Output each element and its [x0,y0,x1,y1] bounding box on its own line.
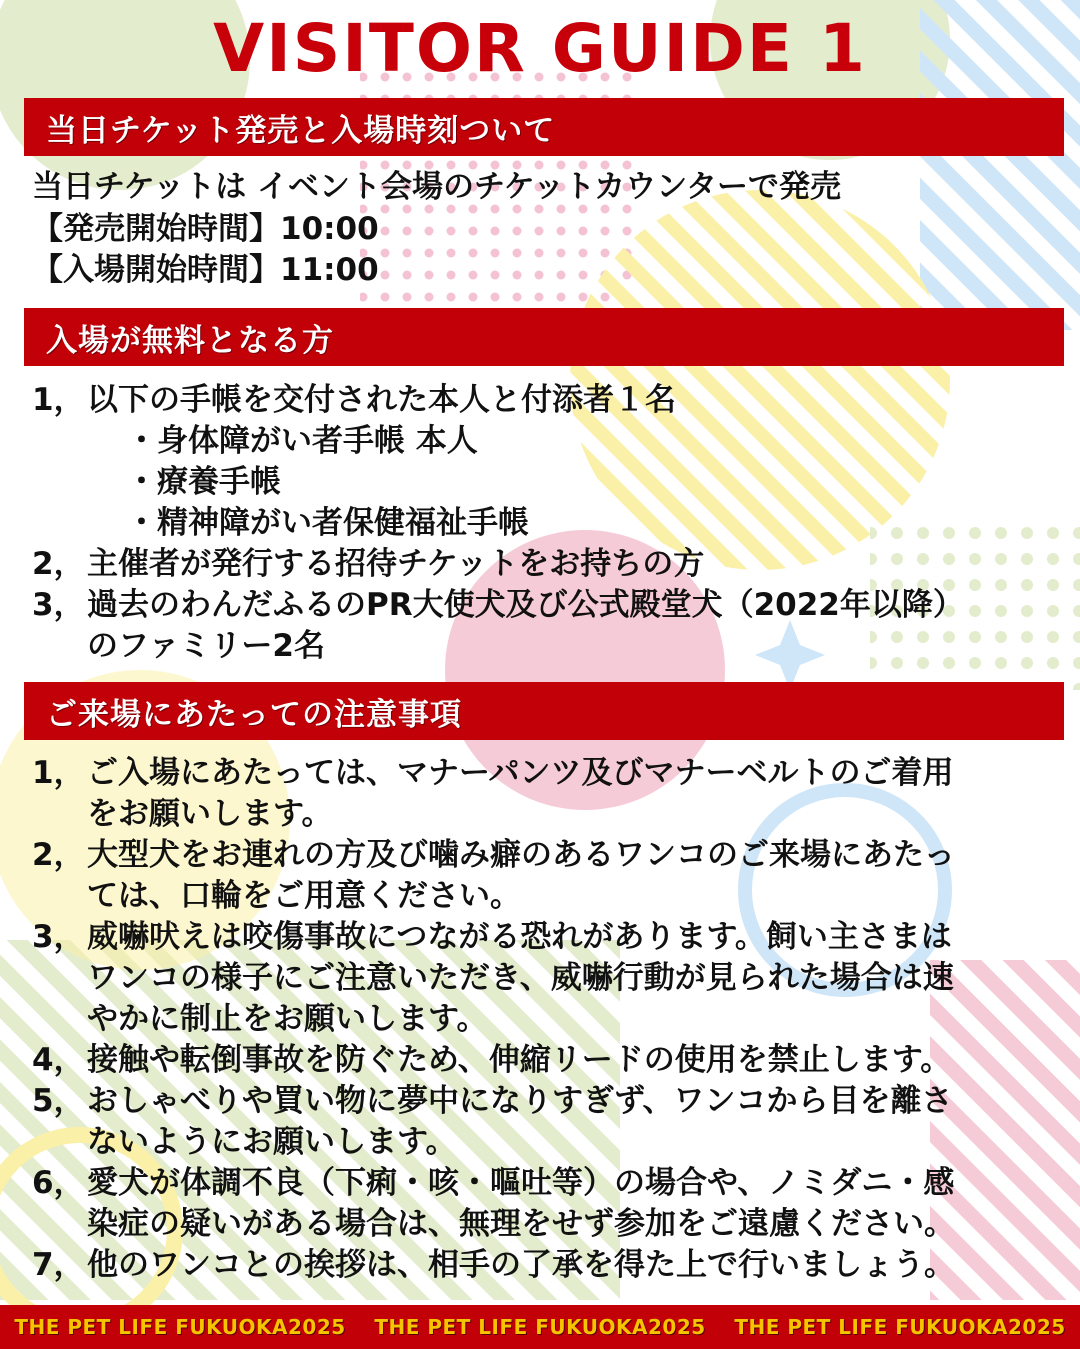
item-text: 他のワンコとの挨拶は、相手の了承を得た上で行いましょう。 [87,1247,955,1283]
item-text-continued: をお願いします。 [87,796,333,832]
item-text-continued: のファミリー2名 [87,628,325,664]
item-number: 2， [32,546,85,582]
list-item [32,380,676,420]
item-number: 3， [32,587,85,623]
item-number: 1， [32,382,85,418]
list-item [32,1081,953,1121]
list-item [32,835,955,875]
ticket-sale-info: 当日チケットは イベント会場のチケットカウンターで発売 [32,169,842,205]
section-header-free-admission [24,308,1064,366]
list-item [32,1040,951,1080]
section-heading: 当日チケット発売と入場時刻ついて [46,112,556,149]
item-text: 接触や転倒事故を防ぐため、伸縮リードの使用を禁止します。 [87,1042,952,1078]
item-text: 過去のわんだふるのPR大使犬及び公式殿堂犬（2022年以降） [87,587,964,623]
item-number: 5， [32,1083,85,1119]
item-text: 以下の手帳を交付された本人と付添者１名 [87,382,676,418]
bullet-item: ・療養手帳 [126,464,281,500]
item-number: 7， [32,1247,85,1283]
list-item [32,1163,954,1203]
section-heading: ご来場にあたっての注意事項 [46,696,462,733]
item-text: 愛犬が体調不良（下痢・咳・嘔吐等）の場合や、ノミダニ・感 [87,1165,955,1201]
item-text-continued: ワンコの様子にご注意いただき、威嚇行動が見られた場合は速 [87,960,954,996]
item-text: 威嚇吠えは咬傷事故につながる恐れがあります。飼い主さまは [87,919,952,955]
list-item [32,917,952,957]
item-number: 1， [32,755,85,791]
bullet-item: ・精神障がい者保健福祉手帳 [126,505,529,541]
list-item [32,753,953,793]
entry-start-time: 【入場開始時間】11:00 [32,252,379,288]
item-text-continued: やかに制止をお願いします。 [87,1001,488,1037]
bullet-item: ・身体障がい者手帳 本人 [126,423,478,459]
list-item [32,1245,955,1285]
sale-start-time: 【発売開始時間】10:00 [32,211,379,247]
section-header-same-day-ticket [24,98,1064,156]
item-number: 6， [32,1165,85,1201]
item-text-continued: 染症の疑いがある場合は、無理をせず参加をご遠慮ください。 [87,1206,955,1242]
list-item [32,544,704,584]
section-heading: 入場が無料となる方 [46,322,334,359]
footer-event-name: THE PET LIFE FUKUOKA2025 [14,1315,346,1339]
footer-banner [0,1305,1080,1349]
item-text: 大型犬をお連れの方及び噛み癖のあるワンコのご来場にあたっ [87,837,955,873]
item-number: 3， [32,919,85,955]
item-text-continued: ないようにお願いします。 [87,1124,457,1160]
item-text: 主催者が発行する招待チケットをお持ちの方 [87,546,705,582]
item-number: 2， [32,837,85,873]
item-text: ご入場にあたっては、マナーパンツ及びマナーベルトのご着用 [87,755,954,791]
footer-event-name: THE PET LIFE FUKUOKA2025 [374,1315,706,1339]
footer-event-name: THE PET LIFE FUKUOKA2025 [734,1315,1066,1339]
section-header-precautions [24,682,1064,740]
list-item [32,585,964,625]
item-text-continued: ては、口輪をご用意ください。 [87,878,521,914]
item-number: 4， [32,1042,85,1078]
item-text: おしゃべりや買い物に夢中になりすぎず、ワンコから目を離さ [87,1083,953,1119]
page-title: VISITOR GUIDE 1 [213,10,867,87]
